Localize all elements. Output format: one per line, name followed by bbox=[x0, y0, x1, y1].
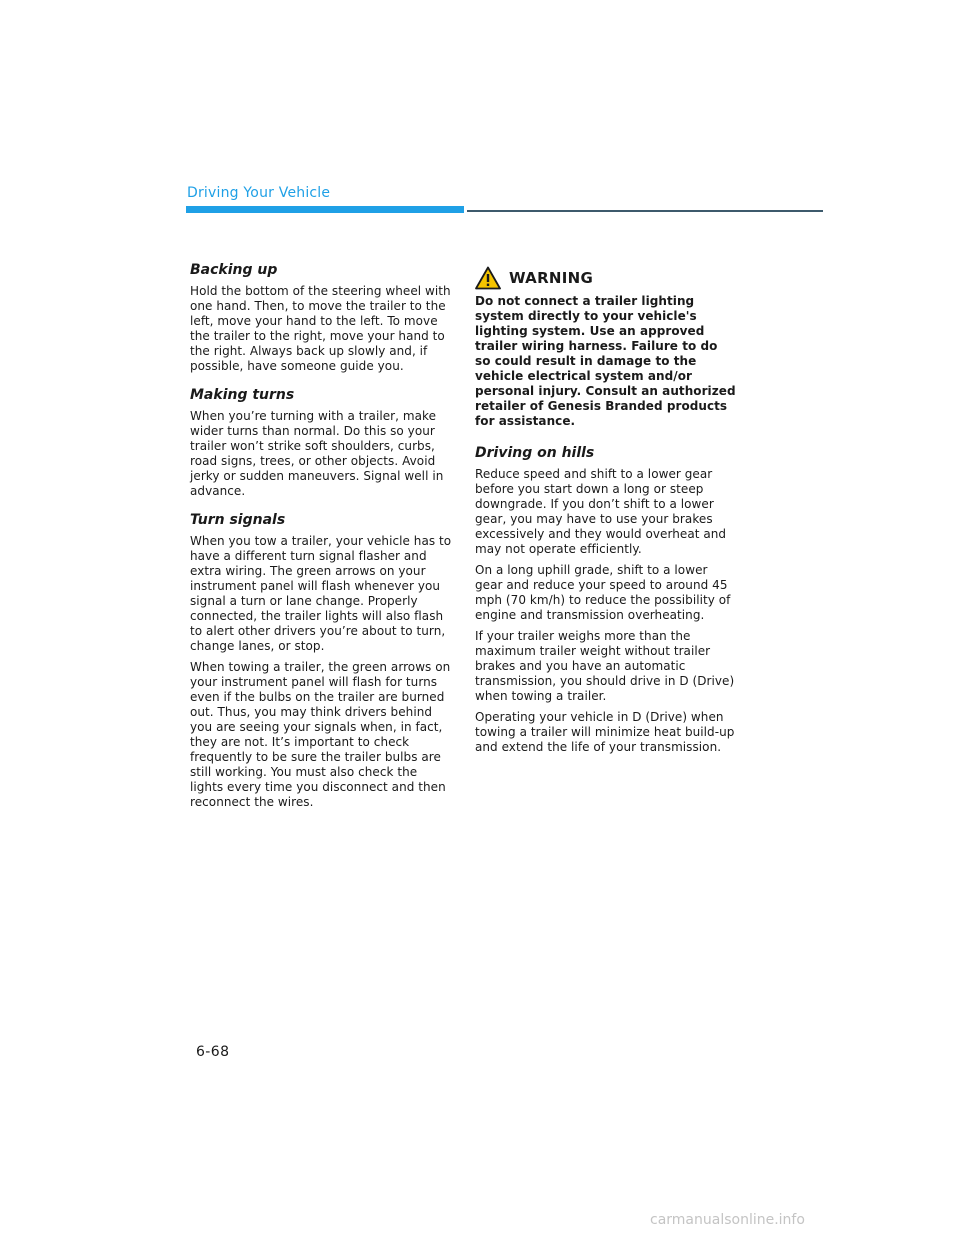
right-column bbox=[475, 262, 737, 768]
header-rule-accent bbox=[186, 206, 464, 213]
page-number: 6-68 bbox=[196, 1044, 230, 1060]
driving-on-hills-section bbox=[475, 445, 737, 755]
warning-title: WARNING bbox=[509, 269, 594, 287]
warning-header bbox=[475, 266, 737, 290]
backing-up-section bbox=[190, 262, 452, 374]
driving-on-hills-paragraph-4: Operating your vehicle in D (Drive) when towing a trailer will minimize heat build-up and extend the life of your transmission. bbox=[475, 710, 735, 754]
warning-triangle-icon bbox=[475, 266, 501, 290]
making-turns-heading: Making turns bbox=[190, 387, 295, 403]
warning-box bbox=[475, 266, 737, 429]
turn-signals-paragraph-1: When you tow a trailer, your vehicle has to have a different turn signal flasher and extra wiring. The green arrows on your instrument panel will flash whenever you signal a turn or lane change. Properly connected, the trailer lights will also flash to alert other drivers you’re about to turn, change lanes, or stop. bbox=[190, 534, 452, 653]
driving-on-hills-paragraph-3: If your trailer weighs more than the maximum trailer weight without trailer brakes and you have an automatic transmission, you should drive in D (Drive) when towing a trailer. bbox=[475, 629, 735, 703]
left-column bbox=[190, 262, 452, 823]
driving-on-hills-heading: Driving on hills bbox=[475, 445, 595, 461]
turn-signals-heading: Turn signals bbox=[190, 512, 286, 528]
backing-up-heading: Backing up bbox=[190, 262, 278, 278]
turn-signals-section bbox=[190, 512, 452, 810]
section-title: Driving Your Vehicle bbox=[187, 185, 331, 201]
header-rule bbox=[467, 210, 823, 212]
backing-up-paragraph: Hold the bottom of the steering wheel with one hand. Then, to move the trailer to the left, move your hand to the left. To move the trailer to the right, move your hand to the right. Always back up slowly and, if possible, have someone guide you. bbox=[190, 284, 451, 373]
making-turns-paragraph: When you’re turning with a trailer, make wider turns than normal. Do this so your trailer won’t strike soft shoulders, curbs, road signs, trees, or other objects. Avoid jerky or sudden maneuvers. Signal well in advance. bbox=[190, 409, 444, 498]
turn-signals-paragraph-2: When towing a trailer, the green arrows on your instrument panel will flash for turns even if the bulbs on the trailer are burned out. Thus, you may think drivers behind you are seeing your signals when, in fact, they are not. It’s important to check frequently to be sure the trailer bulbs are still working. You must also check the lights every time you disconnect and then reconnect the wires. bbox=[190, 660, 451, 809]
making-turns-section bbox=[190, 387, 452, 499]
watermark: carmanualsonline.info bbox=[650, 1212, 805, 1228]
driving-on-hills-paragraph-1: Reduce speed and shift to a lower gear before you start down a long or steep downgrade. If you don’t shift to a lower gear, you may have to use your brakes excessively and they would overheat and may not operate efficiently. bbox=[475, 467, 727, 556]
warning-text: Do not connect a trailer lighting system directly to your vehicle's lighting system. Use an approved trailer wiring harness. Failure to do so could result in damage to the vehicle electrical system and/or personal injury. Consult an authorized retailer of Genesis Branded products for assistance. bbox=[475, 294, 736, 428]
driving-on-hills-paragraph-2: On a long uphill grade, shift to a lower gear and reduce your speed to around 45 mph (70 km/h) to reduce the possibility of engine and transmission overheating. bbox=[475, 563, 731, 622]
